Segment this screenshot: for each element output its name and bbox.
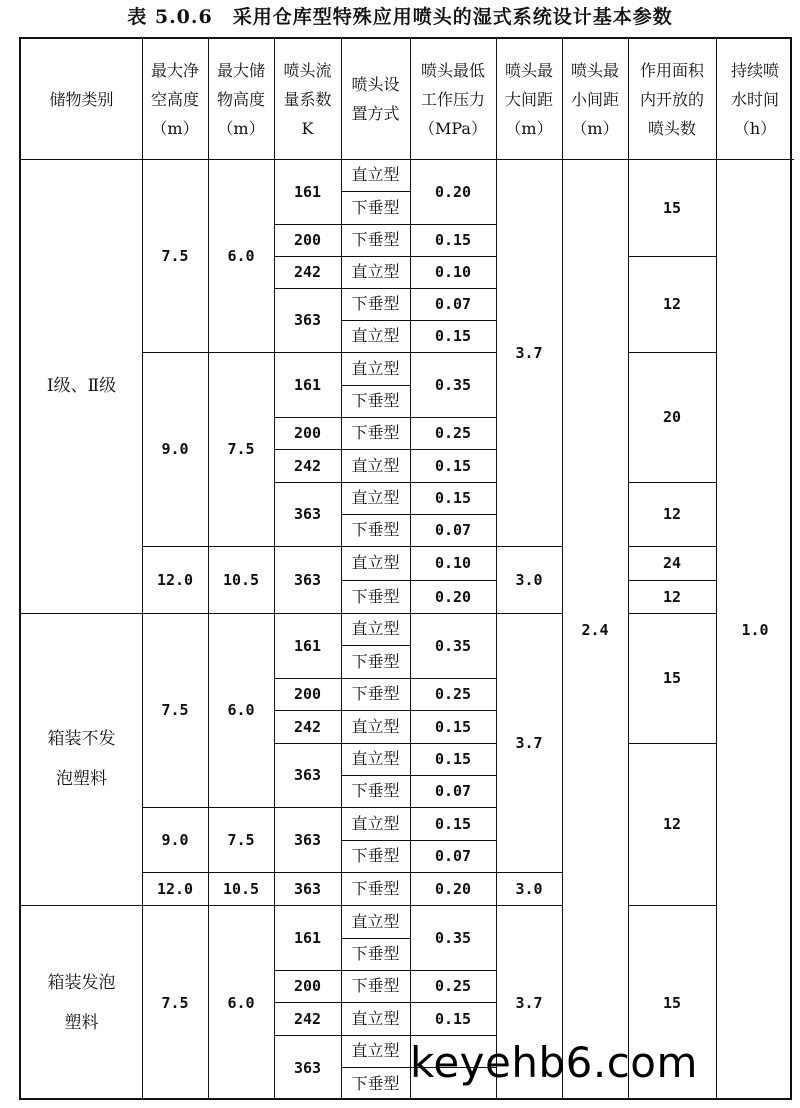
- table-rule: [274, 288, 341, 289]
- table-rule: [410, 807, 496, 808]
- table-rule: [410, 905, 496, 906]
- min-pressure-value: 0.15: [434, 717, 472, 736]
- table-rule: [341, 417, 410, 418]
- storage-height-value: 6.0: [227, 993, 255, 1012]
- table-rule: [628, 352, 716, 353]
- table-rule: [628, 39, 629, 1100]
- table-rule: [496, 905, 562, 906]
- table-rule: [341, 1002, 410, 1003]
- table-rule: [341, 514, 410, 515]
- table-rule: [628, 905, 716, 906]
- table-rule: [274, 905, 341, 906]
- table-rule: [341, 256, 410, 257]
- min-pressure-value: 0.15: [434, 750, 472, 768]
- table-rule: [628, 546, 716, 547]
- sprinkler-orientation: 直立型: [351, 911, 400, 931]
- sprinkler-orientation: 直立型: [351, 1008, 400, 1028]
- sprinkler-orientation: 下垂型: [351, 846, 400, 865]
- sprinkler-orientation: 直立型: [351, 619, 400, 638]
- table-rule: [341, 449, 410, 450]
- min-pressure-value: 0.07: [434, 295, 472, 313]
- table-rule: [341, 385, 410, 386]
- table-rule: [341, 191, 410, 192]
- table-rule: [274, 352, 341, 353]
- table-rule: [274, 39, 275, 1100]
- table-rule: [341, 613, 410, 614]
- table-rule: [274, 970, 341, 971]
- table-rule: [628, 580, 716, 581]
- sprinkler-orientation: 下垂型: [351, 391, 400, 410]
- clear-height-value: 12.0: [156, 570, 194, 589]
- table-rule: [628, 613, 716, 614]
- table-rule: [410, 613, 496, 614]
- sprinkler-orientation: 直立型: [351, 1041, 400, 1060]
- table-rule: [410, 449, 496, 450]
- sprinkler-count-value: 15: [662, 198, 682, 217]
- sprinkler-count-value: 24: [662, 554, 682, 572]
- k-factor-value: 161: [293, 928, 322, 947]
- table-rule: [341, 352, 410, 353]
- table-rule: [341, 970, 410, 971]
- table-rule: [410, 775, 496, 776]
- table-rule: [496, 872, 562, 873]
- min-pressure-value: 0.15: [434, 456, 472, 475]
- table-rule: [341, 320, 410, 321]
- sprinkler-orientation: 下垂型: [351, 197, 400, 217]
- table-rule: [341, 546, 410, 547]
- min-pressure-value: 0.15: [434, 489, 472, 507]
- table-rule: [341, 39, 342, 1100]
- min-pressure-value: 0.35: [434, 928, 472, 947]
- k-factor-value: 363: [293, 505, 322, 523]
- table-rule: [410, 1035, 496, 1036]
- table-rule: [341, 905, 410, 906]
- table-rule: [274, 613, 341, 614]
- table-rule: [274, 678, 341, 679]
- table-rule: [142, 39, 143, 1100]
- table-rule: [274, 710, 341, 711]
- k-factor-value: 200: [293, 685, 322, 703]
- clear-height-value: 9.0: [161, 440, 189, 458]
- min-pressure-value: 0.20: [434, 587, 472, 606]
- storage-height-value: 6.0: [227, 701, 255, 719]
- sprinkler-count-value: 12: [662, 587, 682, 606]
- sprinkler-orientation: 直立型: [351, 716, 400, 736]
- sprinkler-count-value: 12: [662, 505, 682, 523]
- table-rule: [410, 224, 496, 225]
- k-factor-value: 200: [293, 977, 322, 995]
- storage-height-value: 6.0: [227, 246, 255, 265]
- k-factor-value: 242: [293, 263, 322, 281]
- table-rule: [628, 743, 716, 744]
- storage-category: Ⅰ级、Ⅱ级: [46, 376, 117, 396]
- sprinkler-count-value: 12: [662, 295, 682, 313]
- sprinkler-count-value: 15: [662, 993, 682, 1012]
- storage-category: 箱装不发 泡塑料: [47, 729, 116, 789]
- max-spacing-value: 3.7: [515, 733, 543, 752]
- k-factor-value: 363: [293, 766, 322, 784]
- table-rule: [341, 807, 410, 808]
- sprinkler-orientation: 下垂型: [351, 781, 400, 800]
- header-min-pressure: 喷头最低 工作压力 （MPa）: [419, 60, 487, 138]
- table-rule: [496, 39, 497, 1100]
- table-rule: [628, 256, 716, 257]
- table-rule: [341, 580, 410, 581]
- min-pressure-value: 0.15: [434, 814, 472, 833]
- table-rule: [410, 710, 496, 711]
- table-rule: [21, 159, 794, 160]
- table-rule: [341, 1035, 410, 1036]
- k-factor-value: 363: [293, 830, 322, 849]
- table-rule: [410, 678, 496, 679]
- table-rule: [410, 743, 496, 744]
- min-pressure-value: 0.15: [434, 1009, 472, 1028]
- sprinkler-orientation: 直立型: [351, 326, 400, 345]
- storage-height-value: 7.5: [227, 440, 255, 458]
- k-factor-value: 363: [293, 1058, 322, 1077]
- sprinkler-orientation: 下垂型: [351, 878, 400, 898]
- table-rule: [274, 1002, 341, 1003]
- max-spacing-value: 3.0: [515, 570, 543, 589]
- sprinkler-orientation: 下垂型: [351, 294, 400, 313]
- table-rule: [410, 256, 496, 257]
- table-rule: [274, 1035, 341, 1036]
- header-duration: 持续喷 水时间 （h）: [730, 60, 779, 138]
- sprinkler-orientation: 直立型: [351, 813, 400, 833]
- min-pressure-value: 0.25: [434, 685, 472, 703]
- table-rule: [341, 482, 410, 483]
- min-pressure-value: 0.07: [434, 782, 472, 800]
- table-rule: [410, 482, 496, 483]
- table-rule: [628, 482, 716, 483]
- k-factor-value: 242: [293, 1009, 322, 1028]
- table-rule: [208, 39, 209, 1100]
- sprinkler-orientation: 直立型: [351, 553, 400, 572]
- table-rule: [142, 352, 274, 353]
- min-pressure-value: 0.35: [434, 375, 472, 394]
- min-pressure-value: 0.25: [434, 977, 472, 995]
- table-rule: [410, 514, 496, 515]
- max-spacing-value: 3.7: [515, 993, 543, 1012]
- watermark: keyehb6.com: [410, 1038, 698, 1087]
- storage-height-value: 7.5: [227, 830, 255, 849]
- sprinkler-orientation: 直立型: [351, 455, 400, 475]
- min-pressure-value: 0.10: [434, 263, 472, 281]
- table-rule: [274, 256, 341, 257]
- header-category: 储物类别: [49, 89, 114, 109]
- k-factor-value: 200: [293, 424, 322, 442]
- table-rule: [410, 1002, 496, 1003]
- table-rule: [142, 807, 274, 808]
- storage-height-value: 10.5: [222, 570, 260, 589]
- k-factor-value: 161: [293, 636, 322, 655]
- k-factor-value: 242: [293, 717, 322, 736]
- table-rule: [496, 546, 562, 547]
- sprinkler-orientation: 下垂型: [351, 423, 400, 442]
- table-rule: [496, 613, 562, 614]
- table-rule: [341, 224, 410, 225]
- max-spacing-value: 3.0: [515, 879, 543, 898]
- sprinkler-orientation: 直立型: [351, 749, 400, 768]
- k-factor-value: 363: [293, 879, 322, 898]
- table-rule: [341, 678, 410, 679]
- table-rule: [410, 320, 496, 321]
- table-rule: [274, 449, 341, 450]
- min-pressure-value: 0.10: [434, 554, 472, 572]
- table-rule: [142, 546, 274, 547]
- table-rule: [274, 482, 341, 483]
- sprinkler-orientation: 下垂型: [351, 586, 400, 606]
- clear-height-value: 12.0: [156, 879, 194, 898]
- min-pressure-value: 0.15: [434, 231, 472, 249]
- table-rule: [341, 775, 410, 776]
- table-rule: [341, 288, 410, 289]
- sprinkler-orientation: 直立型: [351, 262, 400, 281]
- clear-height-value: 7.5: [161, 246, 189, 265]
- table-rule: [274, 546, 341, 547]
- table-rule: [341, 872, 410, 873]
- table-rule: [410, 546, 496, 547]
- design-parameters-table: [19, 37, 792, 1100]
- clear-height-value: 9.0: [161, 830, 189, 849]
- table-rule: [410, 872, 496, 873]
- table-rule: [142, 872, 274, 873]
- table-rule: [410, 39, 411, 1100]
- sprinkler-count-value: 15: [662, 669, 682, 687]
- storage-category: 箱装发泡 塑料: [47, 972, 116, 1033]
- clear-height-value: 7.5: [161, 993, 189, 1012]
- table-rule: [716, 39, 717, 1100]
- sprinkler-orientation: 直立型: [351, 358, 400, 378]
- table-rule: [341, 840, 410, 841]
- min-pressure-value: 0.35: [434, 636, 472, 655]
- table-rule: [410, 580, 496, 581]
- table-rule: [410, 840, 496, 841]
- header-max-spacing: 喷头最 大间距 （m）: [504, 60, 553, 138]
- sprinkler-orientation: 下垂型: [351, 976, 400, 995]
- duration-value: 1.0: [741, 620, 769, 639]
- sprinkler-count-value: 20: [662, 408, 682, 426]
- k-factor-value: 363: [293, 570, 322, 589]
- table-rule: [274, 807, 341, 808]
- table-rule: [341, 645, 410, 646]
- k-factor-value: 363: [293, 311, 322, 329]
- min-pressure-value: 0.20: [434, 879, 472, 898]
- sprinkler-orientation: 下垂型: [351, 1073, 400, 1093]
- sprinkler-orientation: 下垂型: [351, 651, 400, 671]
- min-pressure-value: 0.07: [434, 847, 472, 865]
- table-rule: [341, 1067, 410, 1068]
- min-pressure-value: 0.25: [434, 424, 472, 442]
- table-rule: [274, 417, 341, 418]
- table-rule: [562, 39, 563, 1100]
- table-rule: [410, 417, 496, 418]
- min-pressure-value: 0.15: [434, 327, 472, 345]
- table-rule: [341, 710, 410, 711]
- sprinkler-orientation: 下垂型: [351, 230, 400, 249]
- header-storage-height: 最大储 物高度 （m）: [216, 60, 265, 138]
- header-min-spacing: 喷头最 小间距 （m）: [570, 60, 619, 138]
- sprinkler-orientation: 下垂型: [351, 944, 400, 963]
- min-spacing-value: 2.4: [581, 620, 609, 639]
- table-title: 表 5.0.6 采用仓库型特殊应用喷头的湿式系统设计基本参数: [127, 6, 673, 28]
- header-orientation: 喷头设 置方式: [351, 75, 400, 123]
- max-spacing-value: 3.7: [515, 343, 543, 362]
- table-rule: [341, 743, 410, 744]
- table-rule: [274, 872, 341, 873]
- sprinkler-orientation: 下垂型: [351, 520, 400, 539]
- header-k-factor: 喷头流 量系数 K: [283, 60, 332, 138]
- table-rule: [410, 970, 496, 971]
- min-pressure-value: 0.20: [434, 182, 472, 201]
- table-rule: [274, 743, 341, 744]
- storage-height-value: 10.5: [222, 879, 260, 898]
- header-clear-height: 最大净 空高度 （m）: [150, 60, 199, 138]
- table-rule: [410, 288, 496, 289]
- table-rule: [341, 938, 410, 939]
- sprinkler-orientation: 直立型: [351, 165, 400, 184]
- k-factor-value: 161: [293, 182, 322, 201]
- header-sprinkler-count: 作用面积 内开放的 喷头数: [639, 60, 704, 138]
- sprinkler-orientation: 直立型: [351, 488, 400, 507]
- k-factor-value: 161: [293, 375, 322, 394]
- sprinkler-count-value: 12: [662, 815, 682, 833]
- table-rule: [410, 352, 496, 353]
- clear-height-value: 7.5: [161, 701, 189, 719]
- min-pressure-value: 0.07: [434, 521, 472, 539]
- sprinkler-orientation: 下垂型: [351, 684, 400, 703]
- k-factor-value: 200: [293, 231, 322, 249]
- table-rule: [274, 224, 341, 225]
- k-factor-value: 242: [293, 456, 322, 475]
